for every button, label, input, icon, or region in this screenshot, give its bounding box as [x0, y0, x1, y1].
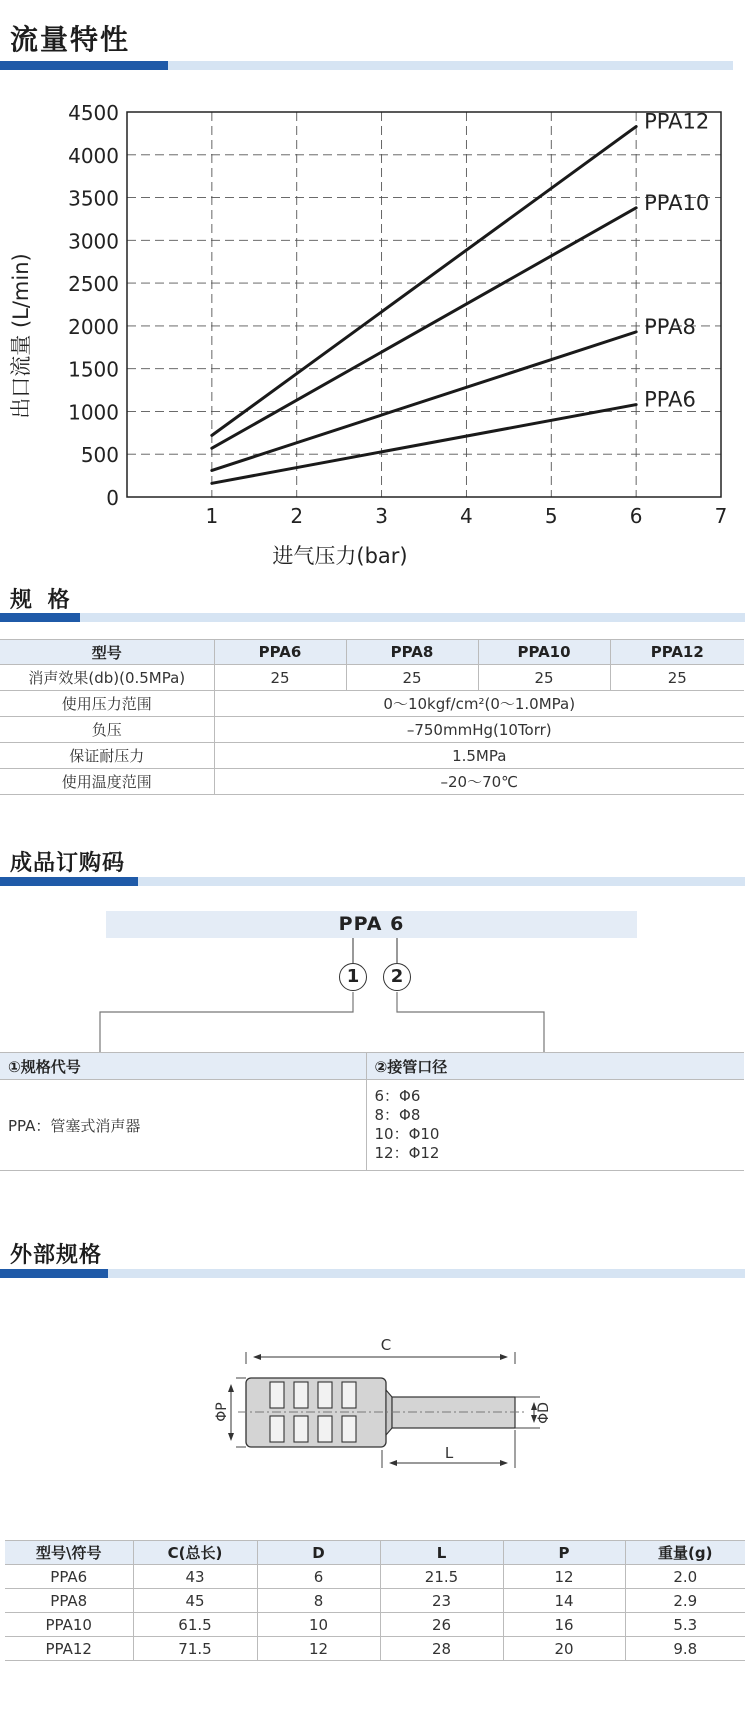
- x-tick-label: 2: [290, 504, 304, 528]
- section-title-external: 外部规格: [10, 1243, 103, 1268]
- section-title-order: 成品订购码: [10, 851, 126, 876]
- spec-row-label: 保证耐压力: [0, 743, 214, 769]
- spec-header: 型号: [0, 640, 214, 665]
- dim-label-l: L: [444, 1444, 454, 1462]
- spec-header: PPA10: [478, 640, 610, 665]
- dim-row: [5, 1589, 745, 1613]
- dim-row: [5, 1613, 745, 1637]
- dim-cell: 2.0: [625, 1565, 745, 1589]
- y-axis-label: 出口流量 (L/min): [9, 253, 33, 419]
- dim-header: D: [257, 1541, 380, 1565]
- x-tick-label: 4: [460, 504, 473, 528]
- y-tick-label: 2000: [68, 314, 119, 339]
- y-tick-label: 1500: [68, 357, 119, 382]
- spec-cell: –750mmHg(10Torr): [214, 717, 744, 743]
- order-code-box: PPA 6: [106, 911, 637, 938]
- dim-row: [5, 1637, 745, 1661]
- y-tick-label: 3500: [68, 186, 119, 211]
- dim-cell: 23: [380, 1589, 503, 1613]
- dim-cell: 5.3: [625, 1613, 745, 1637]
- order-marker-1: 1: [339, 963, 367, 991]
- spec-header: PPA12: [610, 640, 744, 665]
- x-tick-label: 6: [629, 504, 643, 528]
- dim-cell: 12: [503, 1565, 625, 1589]
- y-tick-label: 4000: [68, 143, 119, 168]
- section-title-spec: 规 格: [10, 588, 74, 613]
- dim-cell: 10: [257, 1613, 380, 1637]
- y-tick-label: 1000: [68, 400, 119, 425]
- spec-row-label: 消声效果(db)(0.5MPa): [0, 665, 214, 691]
- dim-cell: 16: [503, 1613, 625, 1637]
- dim-header: C(总长): [133, 1541, 257, 1565]
- y-tick-label: 4500: [68, 101, 119, 125]
- dim-cell: 21.5: [380, 1565, 503, 1589]
- x-tick-label: 3: [375, 504, 388, 528]
- x-tick-label: 5: [544, 504, 558, 528]
- port-option: 10：Φ10: [374, 1125, 440, 1143]
- y-tick-label: 2500: [68, 272, 119, 297]
- series-label-ppa12: PPA12: [644, 109, 710, 134]
- spec-cell: 1.5MPa: [214, 743, 744, 769]
- port-option: 12：Φ12: [374, 1144, 440, 1162]
- series-label-ppa8: PPA8: [644, 314, 696, 339]
- series-label-ppa6: PPA6: [644, 387, 696, 412]
- dim-cell: 8: [257, 1589, 380, 1613]
- section-title-flow: 流量特性: [10, 23, 131, 56]
- spec-row-label: 使用压力范围: [0, 691, 214, 717]
- dim-label-p: ΦP: [214, 1402, 230, 1422]
- dim-row: [5, 1565, 745, 1589]
- spec-cell: 25: [610, 665, 744, 691]
- dim-cell: 43: [133, 1565, 257, 1589]
- dimension-table: [5, 1540, 745, 1661]
- dim-label-c: C: [380, 1336, 392, 1354]
- y-tick-label: 0: [106, 486, 119, 510]
- spec-row-label: 使用温度范围: [0, 769, 214, 795]
- dim-cell: 45: [133, 1589, 257, 1613]
- x-tick-label: 1: [205, 504, 219, 528]
- code-spec-value: PPA：管塞式消声器: [0, 1080, 366, 1171]
- dim-cell: PPA8: [5, 1589, 133, 1613]
- dim-cell: PPA6: [5, 1565, 133, 1589]
- spec-cell: –20～70℃: [214, 769, 744, 795]
- dim-header: P: [503, 1541, 625, 1565]
- spec-row-label: 负压: [0, 717, 214, 743]
- spec-cell: 25: [478, 665, 610, 691]
- port-option: 6：Φ6: [374, 1087, 421, 1105]
- code-header: ①规格代号: [0, 1053, 366, 1080]
- dim-cell: 26: [380, 1613, 503, 1637]
- dim-cell: PPA12: [5, 1637, 133, 1661]
- dim-label-d: ΦD: [536, 1402, 552, 1424]
- dim-header: 型号\符号: [5, 1541, 133, 1565]
- dim-header: L: [380, 1541, 503, 1565]
- dim-cell: PPA10: [5, 1613, 133, 1637]
- spec-header: PPA8: [346, 640, 478, 665]
- silencer-body: [246, 1378, 386, 1447]
- dim-cell: 28: [380, 1637, 503, 1661]
- y-tick-label: 3000: [68, 229, 119, 254]
- dim-header: 重量(g): [625, 1541, 745, 1565]
- spec-cell: 25: [346, 665, 478, 691]
- dim-header-row: [5, 1541, 745, 1565]
- silencer-stem: [392, 1397, 515, 1428]
- x-axis-label: 进气压力(bar): [272, 544, 408, 568]
- series-label-ppa10: PPA10: [644, 190, 710, 215]
- dim-cell: 9.8: [625, 1637, 745, 1661]
- spec-cell: 25: [214, 665, 346, 691]
- port-option: 8：Φ8: [374, 1106, 421, 1124]
- dim-cell: 12: [257, 1637, 380, 1661]
- spec-cell: 0～10kgf/cm²(0～1.0MPa): [214, 691, 744, 717]
- spec-header: PPA6: [214, 640, 346, 665]
- code-header: ②接管口径: [366, 1053, 744, 1080]
- y-tick-label: 500: [80, 443, 119, 468]
- dim-cell: 14: [503, 1589, 625, 1613]
- dim-cell: 2.9: [625, 1589, 745, 1613]
- order-marker-2: 2: [383, 963, 411, 991]
- dim-cell: 71.5: [133, 1637, 257, 1661]
- x-tick-label: 7: [714, 504, 728, 528]
- dim-cell: 61.5: [133, 1613, 257, 1637]
- dim-cell: 6: [257, 1565, 380, 1589]
- dim-cell: 20: [503, 1637, 625, 1661]
